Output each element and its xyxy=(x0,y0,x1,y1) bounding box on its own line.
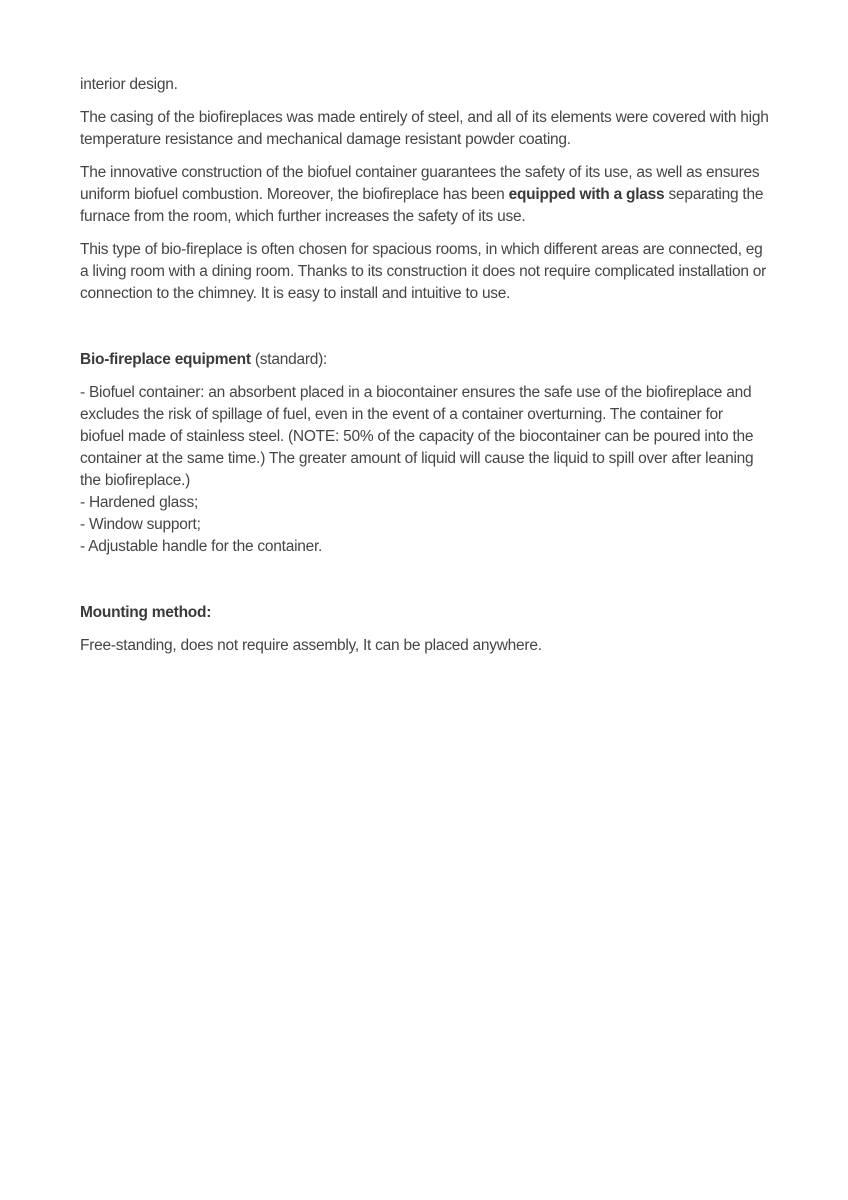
paragraph-casing: The casing of the biofireplaces was made entirely of steel, and all of its elements were covered with high temperature resistance and mechanical damage resistant powder coating. xyxy=(80,109,769,148)
equipment-list-item: - Hardened glass; xyxy=(80,494,199,511)
paragraph-room-type: This type of bio-fireplace is often chosen for spacious rooms, in which different areas are connected, eg a living room with a dining room. Thanks to its construction it does not require complicated installation or connection to the chimney. It is easy to install and intuitive to use. xyxy=(80,241,767,302)
equipment-list xyxy=(80,382,770,558)
equipment-heading-bold: Bio-fireplace equipment xyxy=(80,351,251,368)
paragraph-innovative-pre: The innovative construction of the biofuel container guarantees the safety of its use, as well as ensures uniform biofuel combustion. Moreover, the biofireplace has been xyxy=(80,164,760,203)
paragraph-intro-fragment: interior design. xyxy=(80,76,178,93)
equipment-list-item: - Window support; xyxy=(80,516,201,533)
paragraph-innovative xyxy=(80,162,770,228)
equipment-heading-normal: (standard): xyxy=(250,351,328,368)
equipment-list-item: - Adjustable handle for the container. xyxy=(80,538,323,555)
paragraph-innovative-post: separating the furnace from the room, which further increases the safety of its use. xyxy=(80,186,764,225)
mounting-text: Free-standing, does not require assembly, It can be placed anywhere. xyxy=(80,637,542,654)
equipment-list-item: - Biofuel container: an absorbent placed in a biocontainer ensures the safe use of the biofireplace and excludes the risk of spillage of fuel, even in the event of a container overturning. The container for biofuel made of stainless steel. (NOTE: 50% of the capacity of the biocontainer can be poured into the container at the same time.) The greater amount of liquid will cause the liquid to spill over after leaning the biofireplace.) xyxy=(80,384,754,489)
equipment-heading xyxy=(80,349,770,371)
paragraph-innovative-bold-phrase: equipped with a glass xyxy=(508,186,665,203)
mounting-heading: Mounting method: xyxy=(80,604,212,621)
